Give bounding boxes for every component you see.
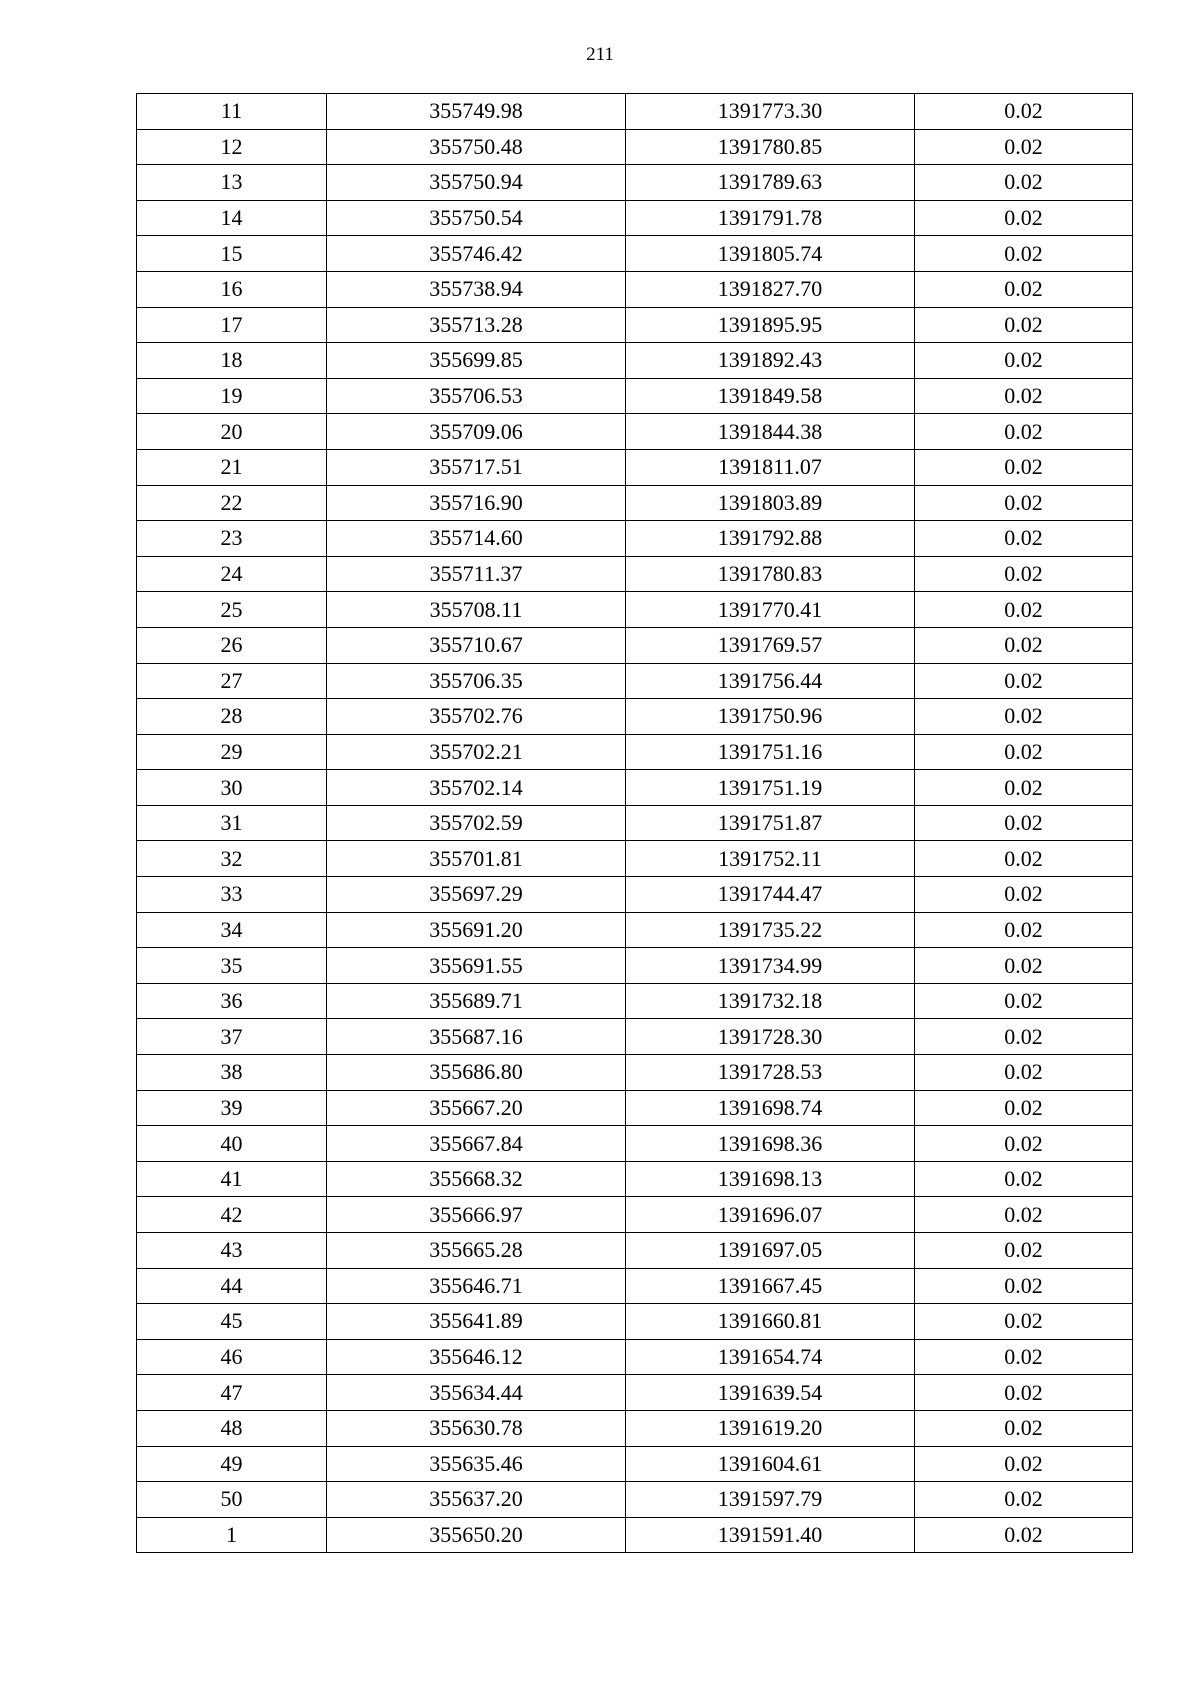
y-coordinate-cell: 1391892.43 [626,343,915,379]
error-cell: 0.02 [915,948,1133,984]
y-coordinate-cell: 1391667.45 [626,1268,915,1304]
coordinates-table [136,93,1133,1553]
x-coordinate-cell: 355746.42 [327,236,626,272]
table-row [137,1339,1133,1375]
point-number-cell: 38 [137,1055,327,1091]
y-coordinate-cell: 1391751.16 [626,734,915,770]
table-row [137,1517,1133,1553]
error-cell: 0.02 [915,1375,1133,1411]
point-number-cell: 36 [137,983,327,1019]
error-cell: 0.02 [915,1482,1133,1518]
point-number-cell: 42 [137,1197,327,1233]
table-row [137,200,1133,236]
x-coordinate-cell: 355701.81 [327,841,626,877]
point-number-cell: 13 [137,165,327,201]
table-row [137,236,1133,272]
point-number-cell: 23 [137,521,327,557]
x-coordinate-cell: 355702.76 [327,699,626,735]
table-row [137,521,1133,557]
error-cell: 0.02 [915,1197,1133,1233]
error-cell: 0.02 [915,983,1133,1019]
y-coordinate-cell: 1391728.30 [626,1019,915,1055]
error-cell: 0.02 [915,521,1133,557]
error-cell: 0.02 [915,1517,1133,1553]
x-coordinate-cell: 355706.53 [327,378,626,414]
y-coordinate-cell: 1391639.54 [626,1375,915,1411]
page-number: 211 [586,44,614,65]
point-number-cell: 46 [137,1339,327,1375]
error-cell: 0.02 [915,699,1133,735]
error-cell: 0.02 [915,343,1133,379]
y-coordinate-cell: 1391789.63 [626,165,915,201]
table-row [137,983,1133,1019]
x-coordinate-cell: 355711.37 [327,556,626,592]
error-cell: 0.02 [915,378,1133,414]
point-number-cell: 43 [137,1233,327,1269]
x-coordinate-cell: 355750.48 [327,129,626,165]
point-number-cell: 19 [137,378,327,414]
y-coordinate-cell: 1391773.30 [626,94,915,130]
table-row [137,1019,1133,1055]
x-coordinate-cell: 355630.78 [327,1410,626,1446]
x-coordinate-cell: 355686.80 [327,1055,626,1091]
x-coordinate-cell: 355646.12 [327,1339,626,1375]
table-row [137,663,1133,699]
y-coordinate-cell: 1391791.78 [626,200,915,236]
error-cell: 0.02 [915,663,1133,699]
error-cell: 0.02 [915,271,1133,307]
y-coordinate-cell: 1391698.13 [626,1161,915,1197]
y-coordinate-cell: 1391734.99 [626,948,915,984]
y-coordinate-cell: 1391752.11 [626,841,915,877]
error-cell: 0.02 [915,1090,1133,1126]
y-coordinate-cell: 1391735.22 [626,912,915,948]
point-number-cell: 37 [137,1019,327,1055]
point-number-cell: 33 [137,877,327,913]
error-cell: 0.02 [915,200,1133,236]
table-row [137,414,1133,450]
point-number-cell: 41 [137,1161,327,1197]
x-coordinate-cell: 355749.98 [327,94,626,130]
y-coordinate-cell: 1391805.74 [626,236,915,272]
x-coordinate-cell: 355668.32 [327,1161,626,1197]
y-coordinate-cell: 1391697.05 [626,1233,915,1269]
table-row [137,556,1133,592]
error-cell: 0.02 [915,770,1133,806]
y-coordinate-cell: 1391756.44 [626,663,915,699]
table-row [137,165,1133,201]
x-coordinate-cell: 355702.59 [327,805,626,841]
error-cell: 0.02 [915,592,1133,628]
point-number-cell: 50 [137,1482,327,1518]
x-coordinate-cell: 355646.71 [327,1268,626,1304]
x-coordinate-cell: 355713.28 [327,307,626,343]
table-row [137,912,1133,948]
table-row [137,1268,1133,1304]
table-row [137,627,1133,663]
point-number-cell: 48 [137,1410,327,1446]
table-row [137,485,1133,521]
error-cell: 0.02 [915,1161,1133,1197]
point-number-cell: 14 [137,200,327,236]
point-number-cell: 12 [137,129,327,165]
error-cell: 0.02 [915,1268,1133,1304]
error-cell: 0.02 [915,1233,1133,1269]
x-coordinate-cell: 355666.97 [327,1197,626,1233]
x-coordinate-cell: 355641.89 [327,1304,626,1340]
error-cell: 0.02 [915,627,1133,663]
table-row [137,271,1133,307]
y-coordinate-cell: 1391895.95 [626,307,915,343]
table-row [137,1482,1133,1518]
x-coordinate-cell: 355635.46 [327,1446,626,1482]
y-coordinate-cell: 1391698.36 [626,1126,915,1162]
table-row [137,948,1133,984]
x-coordinate-cell: 355650.20 [327,1517,626,1553]
point-number-cell: 47 [137,1375,327,1411]
table-row [137,1304,1133,1340]
y-coordinate-cell: 1391728.53 [626,1055,915,1091]
point-number-cell: 24 [137,556,327,592]
point-number-cell: 40 [137,1126,327,1162]
error-cell: 0.02 [915,841,1133,877]
y-coordinate-cell: 1391597.79 [626,1482,915,1518]
y-coordinate-cell: 1391792.88 [626,521,915,557]
y-coordinate-cell: 1391751.19 [626,770,915,806]
table-row [137,1410,1133,1446]
point-number-cell: 21 [137,449,327,485]
table-row [137,1375,1133,1411]
coordinates-table-body [137,94,1133,1553]
y-coordinate-cell: 1391780.85 [626,129,915,165]
table-row [137,1446,1133,1482]
y-coordinate-cell: 1391803.89 [626,485,915,521]
y-coordinate-cell: 1391732.18 [626,983,915,1019]
table-row [137,770,1133,806]
x-coordinate-cell: 355738.94 [327,271,626,307]
x-coordinate-cell: 355716.90 [327,485,626,521]
point-number-cell: 17 [137,307,327,343]
y-coordinate-cell: 1391849.58 [626,378,915,414]
error-cell: 0.02 [915,449,1133,485]
table-row [137,1233,1133,1269]
error-cell: 0.02 [915,734,1133,770]
error-cell: 0.02 [915,165,1133,201]
point-number-cell: 49 [137,1446,327,1482]
point-number-cell: 20 [137,414,327,450]
x-coordinate-cell: 355699.85 [327,343,626,379]
x-coordinate-cell: 355697.29 [327,877,626,913]
table-row [137,1161,1133,1197]
error-cell: 0.02 [915,1410,1133,1446]
y-coordinate-cell: 1391604.61 [626,1446,915,1482]
x-coordinate-cell: 355702.14 [327,770,626,806]
point-number-cell: 16 [137,271,327,307]
point-number-cell: 22 [137,485,327,521]
table-row [137,592,1133,628]
table-row [137,94,1133,130]
error-cell: 0.02 [915,485,1133,521]
error-cell: 0.02 [915,1446,1133,1482]
point-number-cell: 27 [137,663,327,699]
error-cell: 0.02 [915,1055,1133,1091]
y-coordinate-cell: 1391780.83 [626,556,915,592]
x-coordinate-cell: 355706.35 [327,663,626,699]
x-coordinate-cell: 355691.55 [327,948,626,984]
point-number-cell: 11 [137,94,327,130]
y-coordinate-cell: 1391769.57 [626,627,915,663]
table-row [137,1055,1133,1091]
point-number-cell: 30 [137,770,327,806]
table-row [137,841,1133,877]
table-row [137,129,1133,165]
y-coordinate-cell: 1391744.47 [626,877,915,913]
x-coordinate-cell: 355708.11 [327,592,626,628]
point-number-cell: 18 [137,343,327,379]
y-coordinate-cell: 1391654.74 [626,1339,915,1375]
error-cell: 0.02 [915,805,1133,841]
x-coordinate-cell: 355709.06 [327,414,626,450]
y-coordinate-cell: 1391751.87 [626,805,915,841]
point-number-cell: 29 [137,734,327,770]
y-coordinate-cell: 1391619.20 [626,1410,915,1446]
x-coordinate-cell: 355689.71 [327,983,626,1019]
table-row [137,449,1133,485]
point-number-cell: 25 [137,592,327,628]
x-coordinate-cell: 355667.20 [327,1090,626,1126]
table-row [137,877,1133,913]
x-coordinate-cell: 355634.44 [327,1375,626,1411]
y-coordinate-cell: 1391811.07 [626,449,915,485]
x-coordinate-cell: 355691.20 [327,912,626,948]
error-cell: 0.02 [915,307,1133,343]
point-number-cell: 34 [137,912,327,948]
x-coordinate-cell: 355750.94 [327,165,626,201]
x-coordinate-cell: 355702.21 [327,734,626,770]
y-coordinate-cell: 1391591.40 [626,1517,915,1553]
y-coordinate-cell: 1391844.38 [626,414,915,450]
table-row [137,343,1133,379]
point-number-cell: 44 [137,1268,327,1304]
point-number-cell: 26 [137,627,327,663]
error-cell: 0.02 [915,912,1133,948]
x-coordinate-cell: 355717.51 [327,449,626,485]
x-coordinate-cell: 355710.67 [327,627,626,663]
point-number-cell: 39 [137,1090,327,1126]
error-cell: 0.02 [915,94,1133,130]
point-number-cell: 1 [137,1517,327,1553]
y-coordinate-cell: 1391827.70 [626,271,915,307]
table-row [137,1090,1133,1126]
error-cell: 0.02 [915,1339,1133,1375]
error-cell: 0.02 [915,877,1133,913]
table-row [137,734,1133,770]
error-cell: 0.02 [915,556,1133,592]
table-row [137,699,1133,735]
y-coordinate-cell: 1391770.41 [626,592,915,628]
point-number-cell: 15 [137,236,327,272]
point-number-cell: 45 [137,1304,327,1340]
error-cell: 0.02 [915,129,1133,165]
table-row [137,805,1133,841]
table-row [137,307,1133,343]
x-coordinate-cell: 355637.20 [327,1482,626,1518]
error-cell: 0.02 [915,1019,1133,1055]
error-cell: 0.02 [915,236,1133,272]
x-coordinate-cell: 355665.28 [327,1233,626,1269]
y-coordinate-cell: 1391750.96 [626,699,915,735]
point-number-cell: 35 [137,948,327,984]
table-row [137,1197,1133,1233]
error-cell: 0.02 [915,1126,1133,1162]
table-row [137,378,1133,414]
error-cell: 0.02 [915,1304,1133,1340]
x-coordinate-cell: 355687.16 [327,1019,626,1055]
error-cell: 0.02 [915,414,1133,450]
table-row [137,1126,1133,1162]
point-number-cell: 31 [137,805,327,841]
x-coordinate-cell: 355714.60 [327,521,626,557]
point-number-cell: 32 [137,841,327,877]
y-coordinate-cell: 1391696.07 [626,1197,915,1233]
y-coordinate-cell: 1391660.81 [626,1304,915,1340]
x-coordinate-cell: 355750.54 [327,200,626,236]
x-coordinate-cell: 355667.84 [327,1126,626,1162]
point-number-cell: 28 [137,699,327,735]
y-coordinate-cell: 1391698.74 [626,1090,915,1126]
